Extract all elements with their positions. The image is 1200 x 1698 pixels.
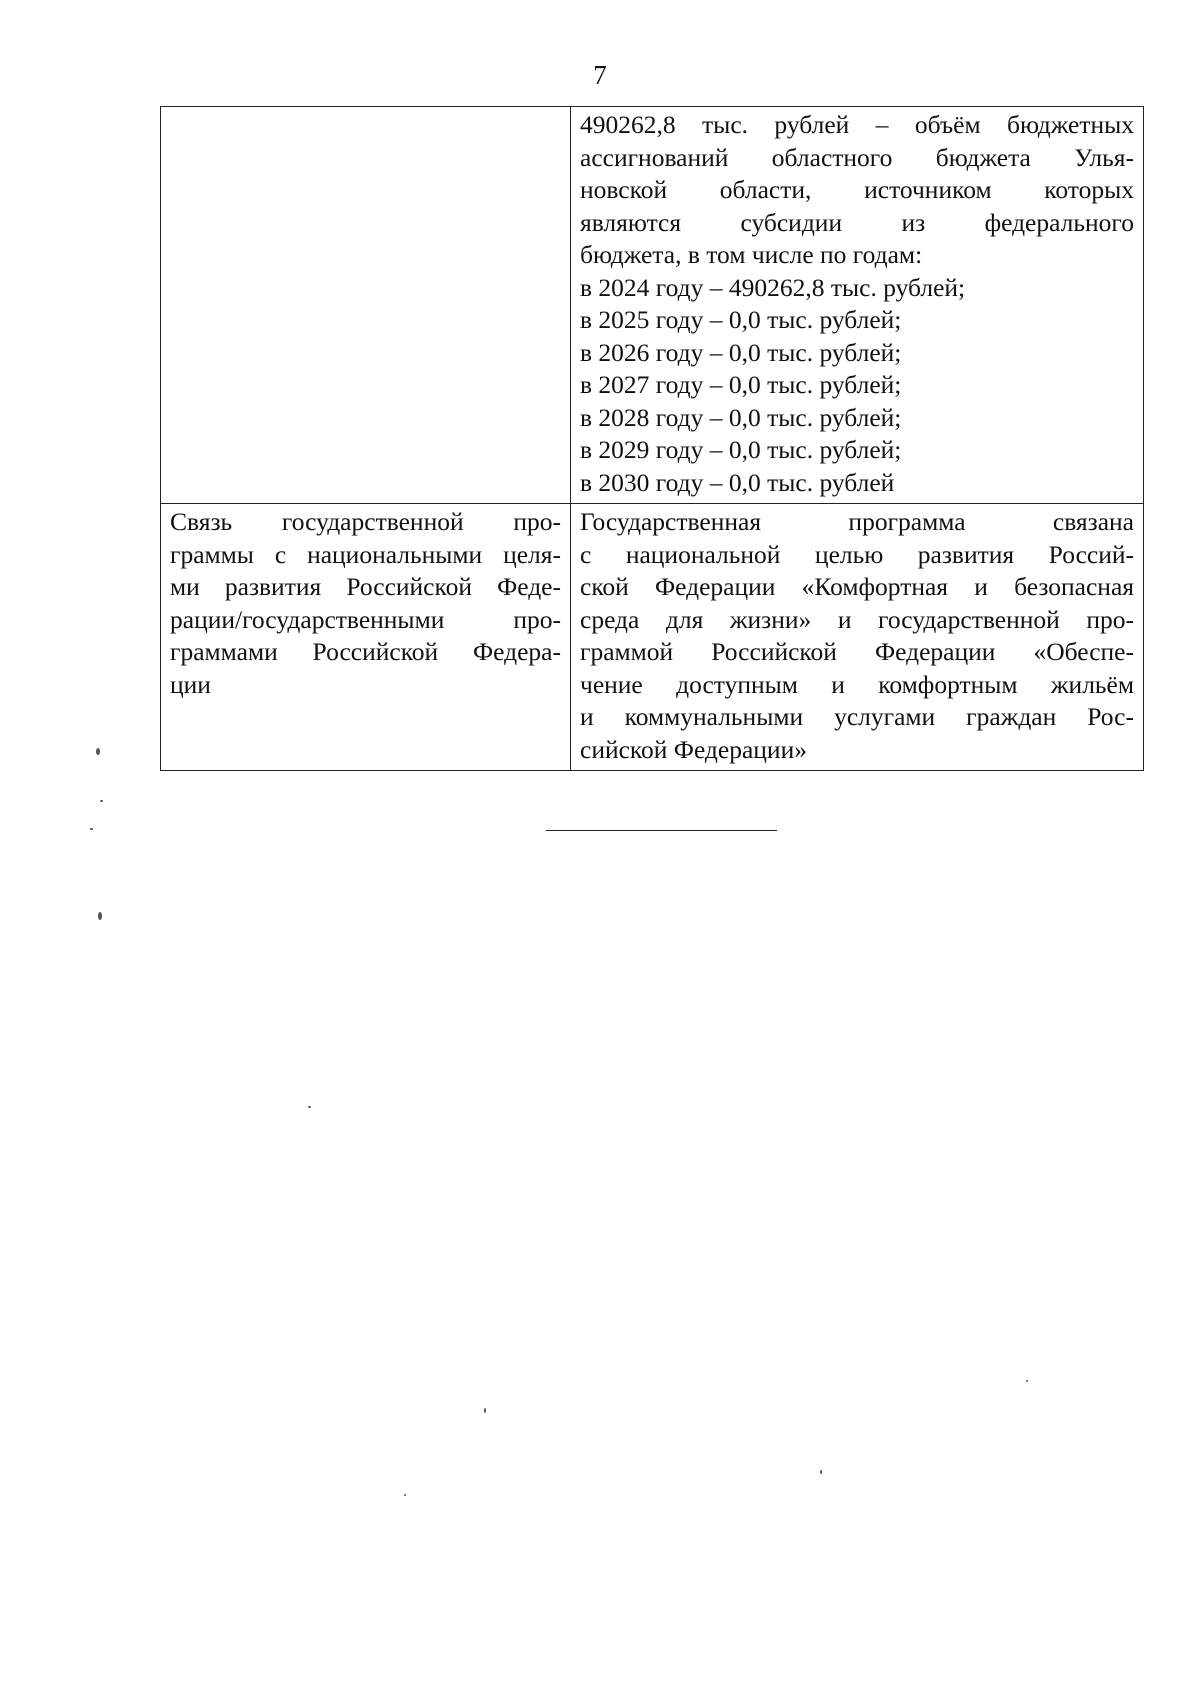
- text-line: являются субсидии из федерального: [580, 207, 1134, 237]
- passport-table: [160, 106, 1144, 771]
- page-number: 7: [593, 60, 607, 90]
- year-line-2026: в 2026 году – 0,0 тыс. рублей;: [580, 337, 902, 367]
- text-line: рации/государственными про-: [170, 604, 561, 634]
- text-line: Связь государственной про-: [170, 507, 561, 536]
- text-line: новской области, источником которых: [580, 175, 1134, 204]
- scan-speck: [484, 1408, 486, 1413]
- text-line: граммы с национальными целя-: [170, 539, 561, 569]
- scan-speck: [820, 1470, 822, 1474]
- text-line: чение доступным и комфортным жильём: [580, 669, 1134, 699]
- text-line: граммой Российской Федерации «Обеспе-: [580, 637, 1134, 666]
- table-row: [161, 504, 1144, 771]
- text-line: граммами Российской Федера-: [170, 637, 561, 666]
- year-line-2025: в 2025 году – 0,0 тыс. рублей;: [580, 305, 902, 334]
- year-line-2027: в 2027 году – 0,0 тыс. рублей;: [580, 370, 902, 399]
- text-line: 490262,8 тыс. рублей – объём бюджетных: [580, 110, 1134, 139]
- row1-value-cell: [571, 107, 1144, 504]
- text-line: с национальной целью развития Россий-: [580, 539, 1134, 569]
- row2-label-cell: [161, 504, 571, 771]
- text-line: ции: [170, 669, 211, 699]
- text-line: сийской Федерации»: [580, 734, 807, 764]
- text-line: среда для жизни» и государственной про-: [580, 604, 1134, 634]
- row2-value-cell: [571, 504, 1144, 771]
- scan-speck: [404, 1494, 406, 1496]
- row1-label-cell: [161, 107, 571, 504]
- text-line: ми развития Российской Феде-: [170, 572, 561, 601]
- table-row: [161, 107, 1144, 504]
- year-line-2030: в 2030 году – 0,0 тыс. рублей: [580, 467, 895, 497]
- year-line-2024: в 2024 году – 490262,8 тыс. рублей;: [580, 272, 966, 302]
- scan-speck: [98, 912, 102, 920]
- scan-speck: [96, 748, 100, 755]
- scan-speck: [90, 828, 93, 830]
- year-line-2028: в 2028 году – 0,0 тыс. рублей;: [580, 402, 902, 432]
- text-line: бюджета, в том числе по годам:: [580, 240, 923, 269]
- scan-speck: [100, 800, 103, 802]
- text-line: и коммунальными услугами граждан Рос-: [580, 702, 1134, 731]
- text-line: ассигнований областного бюджета Улья-: [580, 142, 1134, 172]
- year-line-2029: в 2029 году – 0,0 тыс. рублей;: [580, 435, 902, 464]
- text-line: Государственная программа связана: [580, 507, 1134, 536]
- closing-rule: [546, 830, 777, 831]
- scan-speck: [1026, 1380, 1028, 1382]
- text-line: ской Федерации «Комфортная и безопасная: [580, 572, 1134, 601]
- scan-speck: [308, 1106, 311, 1108]
